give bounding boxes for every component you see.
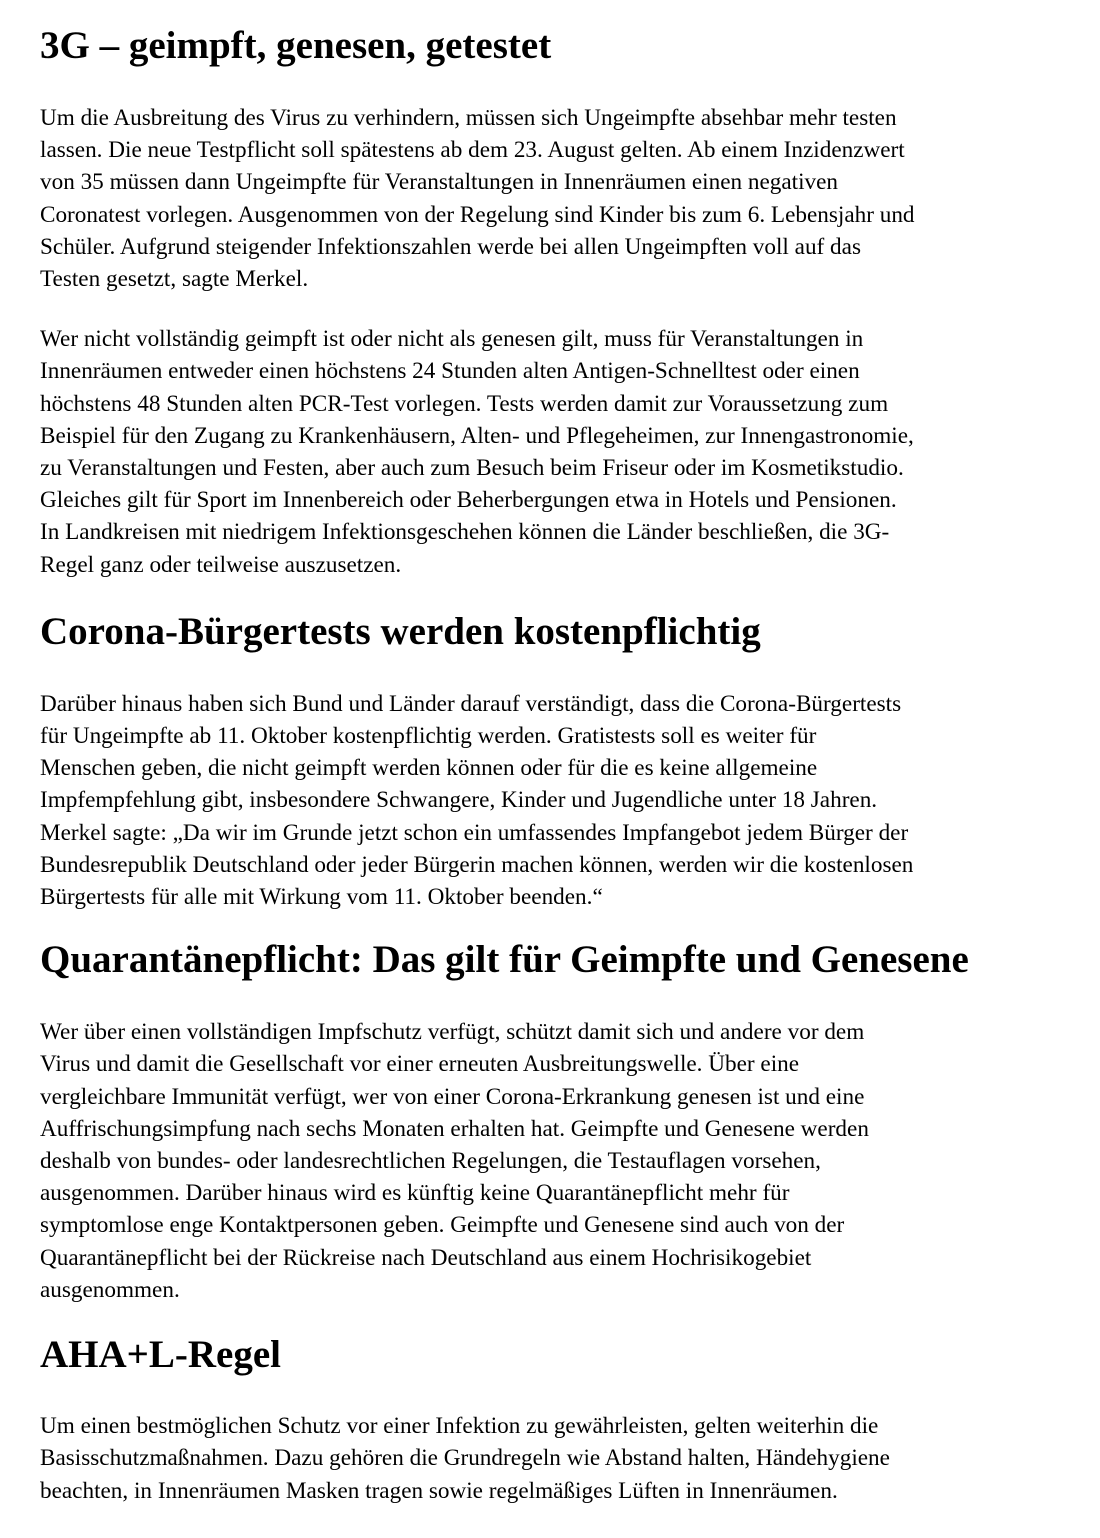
document-page — [40, 0, 1070, 1507]
section-paragraph: Darüber hinaus haben sich Bund und Länder darauf verständigt, dass die Corona-Bürgertests für Ungeimpfte ab 11. Oktober kostenpflichtig werden. Gratistests soll es weiter für Menschen geben, die nicht geimpft werden können oder für die es keine allgemeine Impfempfehlung gibt, insbesondere Schwangere, Kinder und Jugendliche unter 18 Jahren. Merkel sagte: „Da wir im Grunde jetzt schon ein umfassendes Impfangebot jedem Bürger der Bundesrepublik Deutschland oder jeder Bürgerin machen können, werden wir die kostenlosen Bürgertests für alle mit Wirkung vom 11. Oktober beenden.“ — [40, 690, 914, 911]
section-heading: Corona-Bürgertests werden kostenpflichtig — [40, 609, 761, 653]
section-paragraph: Wer über einen vollständigen Impfschutz verfügt, schützt damit sich und andere vor dem Virus und damit die Gesellschaft vor einer erneuten Ausbreitungswelle. Über eine vergleichbare Immunität verfügt, wer von einer Corona-Erkrankung genesen ist und eine Auffrischungsimpfung nach sechs Monaten erhalten hat. Geimpfte und Genesene werden deshalb von bundes- oder landesrechtlichen Regelungen, die Testauflagen vorsehen, ausgenommen. Darüber hinaus wird es künftig keine Quarantänepflicht mehr für symptomlose enge Kontaktpersonen geben. Geimpfte und Genesene sind auch von der Quarantänepflicht bei der Rückreise nach Deutschland aus einem Hochrisikogebiet ausgenommen. — [40, 1019, 869, 1303]
section-paragraph: Um die Ausbreitung des Virus zu verhindern, müssen sich Ungeimpfte absehbar mehr testen lassen. Die neue Testpflicht soll spätestens ab dem 23. August gelten. Ab einem Inzidenzwert von 35 müssen dann Ungeimpfte für Veranstaltungen in Innenräumen einen negativen Coronatest vorlegen. Ausgenommen von der Regelung sind Kinder bis zum 6. Lebensjahr und Schüler. Aufgrund steigender Infektionszahlen werde bei allen Ungeimpften voll auf das Testen gesetzt, sagte Merkel. — [40, 105, 915, 293]
section-3g — [40, 23, 1070, 581]
section-paragraph: Wer nicht vollständig geimpft ist oder nicht als genesen gilt, muss für Veranstaltungen in Innenräumen entweder einen höchstens 24 Stunden alten Antigen-Schnelltest oder einen höchstens 48 Stunden alten PCR-Test vorlegen. Tests werden damit zur Voraussetzung zum Beispiel für den Zugang zu Krankenhäusern, Alten- und Pflegeheimen, zur Innengastronomie, zu Veranstaltungen und Festen, aber auch zum Besuch beim Friseur oder im Kosmetikstudio. Gleiches gilt für Sport im Innenbereich oder Beherbergungen etwa in Hotels und Pensionen. In Landkreisen mit niedrigem Infektionsgeschehen können die Länder beschließen, die 3G- Regel ganz oder teilweise auszusetzen. — [40, 326, 914, 578]
section-heading: AHA+L-Regel — [40, 1333, 282, 1377]
section-heading: 3G – geimpft, genesen, getestet — [40, 24, 552, 67]
section-quarantaene — [40, 937, 1070, 1306]
section-buergertests — [40, 609, 1070, 913]
section-aha-l-regel — [40, 1332, 1070, 1507]
section-heading: Quarantänepflicht: Das gilt für Geimpfte und Genesene — [40, 938, 969, 982]
section-paragraph: Um einen bestmöglichen Schutz vor einer Infektion zu gewährleisten, gelten weiterhin die Basisschutzmaßnahmen. Dazu gehören die Grundregeln wie Abstand halten, Händehygiene beachten, in Innenräumen Masken tragen sowie regelmäßiges Lüften in Innenräumen. — [40, 1413, 890, 1504]
